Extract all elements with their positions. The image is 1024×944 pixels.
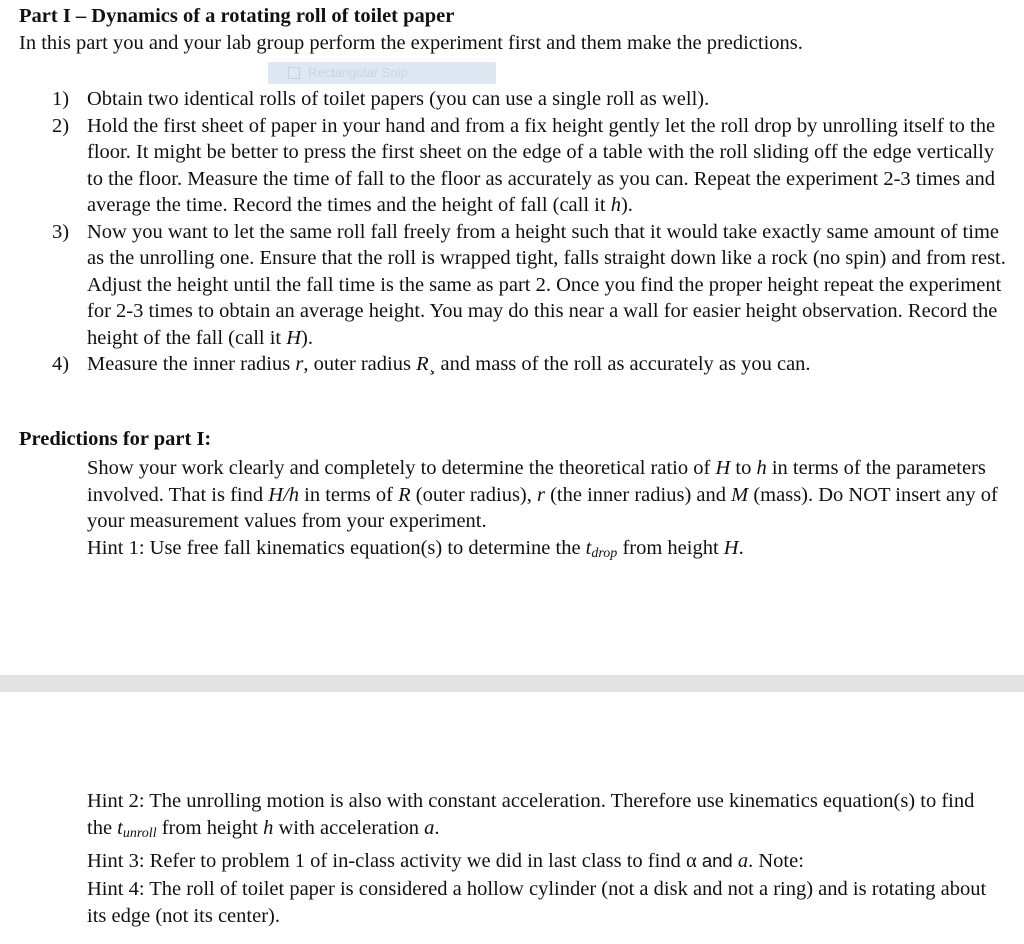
text-run: with acceleration: [273, 817, 425, 840]
text-run: . Note:: [748, 850, 804, 873]
variable-R: R: [416, 353, 429, 375]
variable-h: h: [263, 817, 274, 840]
list-item: [0, 351, 1007, 378]
step-number: 2): [52, 114, 70, 137]
text-run: (the inner radius) and: [544, 483, 732, 506]
variable-H: H: [286, 326, 302, 349]
list-item: [0, 113, 1007, 219]
step-text: Obtain two identical rolls of toilet papers (you can use a single roll as well).: [87, 88, 710, 110]
snip-icon: [288, 67, 300, 79]
list-item: [0, 86, 1007, 113]
predictions-heading: Predictions for part I:: [19, 428, 212, 450]
variable-a: a: [424, 817, 435, 840]
variable-h: h: [756, 457, 767, 479]
page-title: Part I – Dynamics of a rotating roll of toilet paper: [19, 5, 455, 27]
subscript-drop: drop: [591, 546, 618, 561]
variable-a: a: [737, 850, 749, 873]
text-run: (mass). Do NOT insert any of your measurement values from your experiment.: [87, 483, 998, 532]
text-run: Show your work clearly and completely to determine the theoretical ratio of: [87, 457, 716, 479]
hint-2: [87, 788, 1002, 847]
predictions-paragraph: [87, 455, 1002, 535]
text-run: from height: [617, 537, 724, 559]
step-text-mid: , outer radius: [303, 353, 417, 375]
step-text: Measure the inner radius: [87, 353, 296, 375]
page-separator: [0, 675, 1024, 692]
variable-alpha: α: [685, 850, 697, 873]
procedure-list: [0, 86, 1024, 378]
text-run: and: [696, 850, 738, 872]
snip-overlay: [268, 62, 496, 84]
variable-h: h: [610, 194, 621, 216]
step-text-end: ¸ and mass of the roll as accurately as you can.: [428, 353, 811, 375]
step-text-end: ).: [301, 326, 313, 349]
step-text: Now you want to let the same roll fall freely from a height such that it would take exactly same amount of time as the unrolling one. Ensure that the roll is wrapped tight, falls straight down like a rock (no spin) and from rest. Adjust the height until the fall time is the same as part 2. Once you find the proper height repeat the experiment for 2-3 times to obtain an average height. You may do this near a wall for easier height observation. Record the height of the fall (call it: [87, 220, 1006, 349]
variable-r: r: [537, 483, 545, 506]
subscript-unroll: unroll: [122, 826, 157, 842]
variable-t: t: [117, 817, 123, 840]
text-run: Hint 2: The unrolling motion is also with constant acceleration. Therefore use kinematics equation(s) to find the: [87, 790, 975, 840]
variable-r: r: [295, 353, 304, 375]
text-run: .: [738, 537, 744, 559]
hint-4: Hint 4: The roll of toilet paper is considered a hollow cylinder (not a disk and not a ring) and is rotating about its edge (not its center).: [87, 877, 987, 927]
variable-M: M: [731, 483, 749, 506]
variable-H: H: [715, 457, 731, 479]
hint-1: [87, 535, 744, 568]
hint-3: [87, 847, 1002, 875]
text-run: in terms of: [299, 483, 399, 506]
text-run: to: [730, 457, 757, 479]
snip-overlay-label: Rectangular Snip: [308, 65, 408, 80]
list-item: [0, 219, 1007, 352]
step-number: 4): [52, 353, 70, 375]
text-run: Hint 3: Refer to problem 1 of in-class activity we did in last class to find: [87, 850, 686, 873]
hints-block: [87, 788, 1002, 930]
text-run: from height: [156, 817, 264, 840]
document-page-2: [0, 692, 1024, 944]
step-text: Hold the first sheet of paper in your hand and from a fix height gently let the roll drop by unrolling itself to the floor. It might be better to press the first sheet on the edge of a table with the roll sliding off the edge vertically to the floor. Measure the time of fall to the floor as accurately as you can. Repeat the experiment 2-3 times and average the time. Record the times and the height of fall (call it: [87, 114, 996, 216]
variable-H: H: [723, 537, 739, 559]
variable-t: t: [585, 537, 592, 559]
step-number: 1): [52, 88, 70, 110]
step-number: 3): [52, 220, 70, 243]
variable-ratio: H/h: [268, 483, 300, 506]
intro-text: In this part you and your lab group perform the experiment first and them make the predictions.: [19, 32, 803, 54]
step-text-end: ).: [620, 194, 633, 216]
text-run: (outer radius),: [410, 483, 537, 506]
text-run: .: [434, 817, 440, 840]
text-run: Hint 1: Use free fall kinematics equation(s) to determine the: [87, 537, 586, 559]
text-run: in terms of the parameters involved. That is find: [87, 457, 986, 506]
variable-R: R: [398, 483, 411, 506]
